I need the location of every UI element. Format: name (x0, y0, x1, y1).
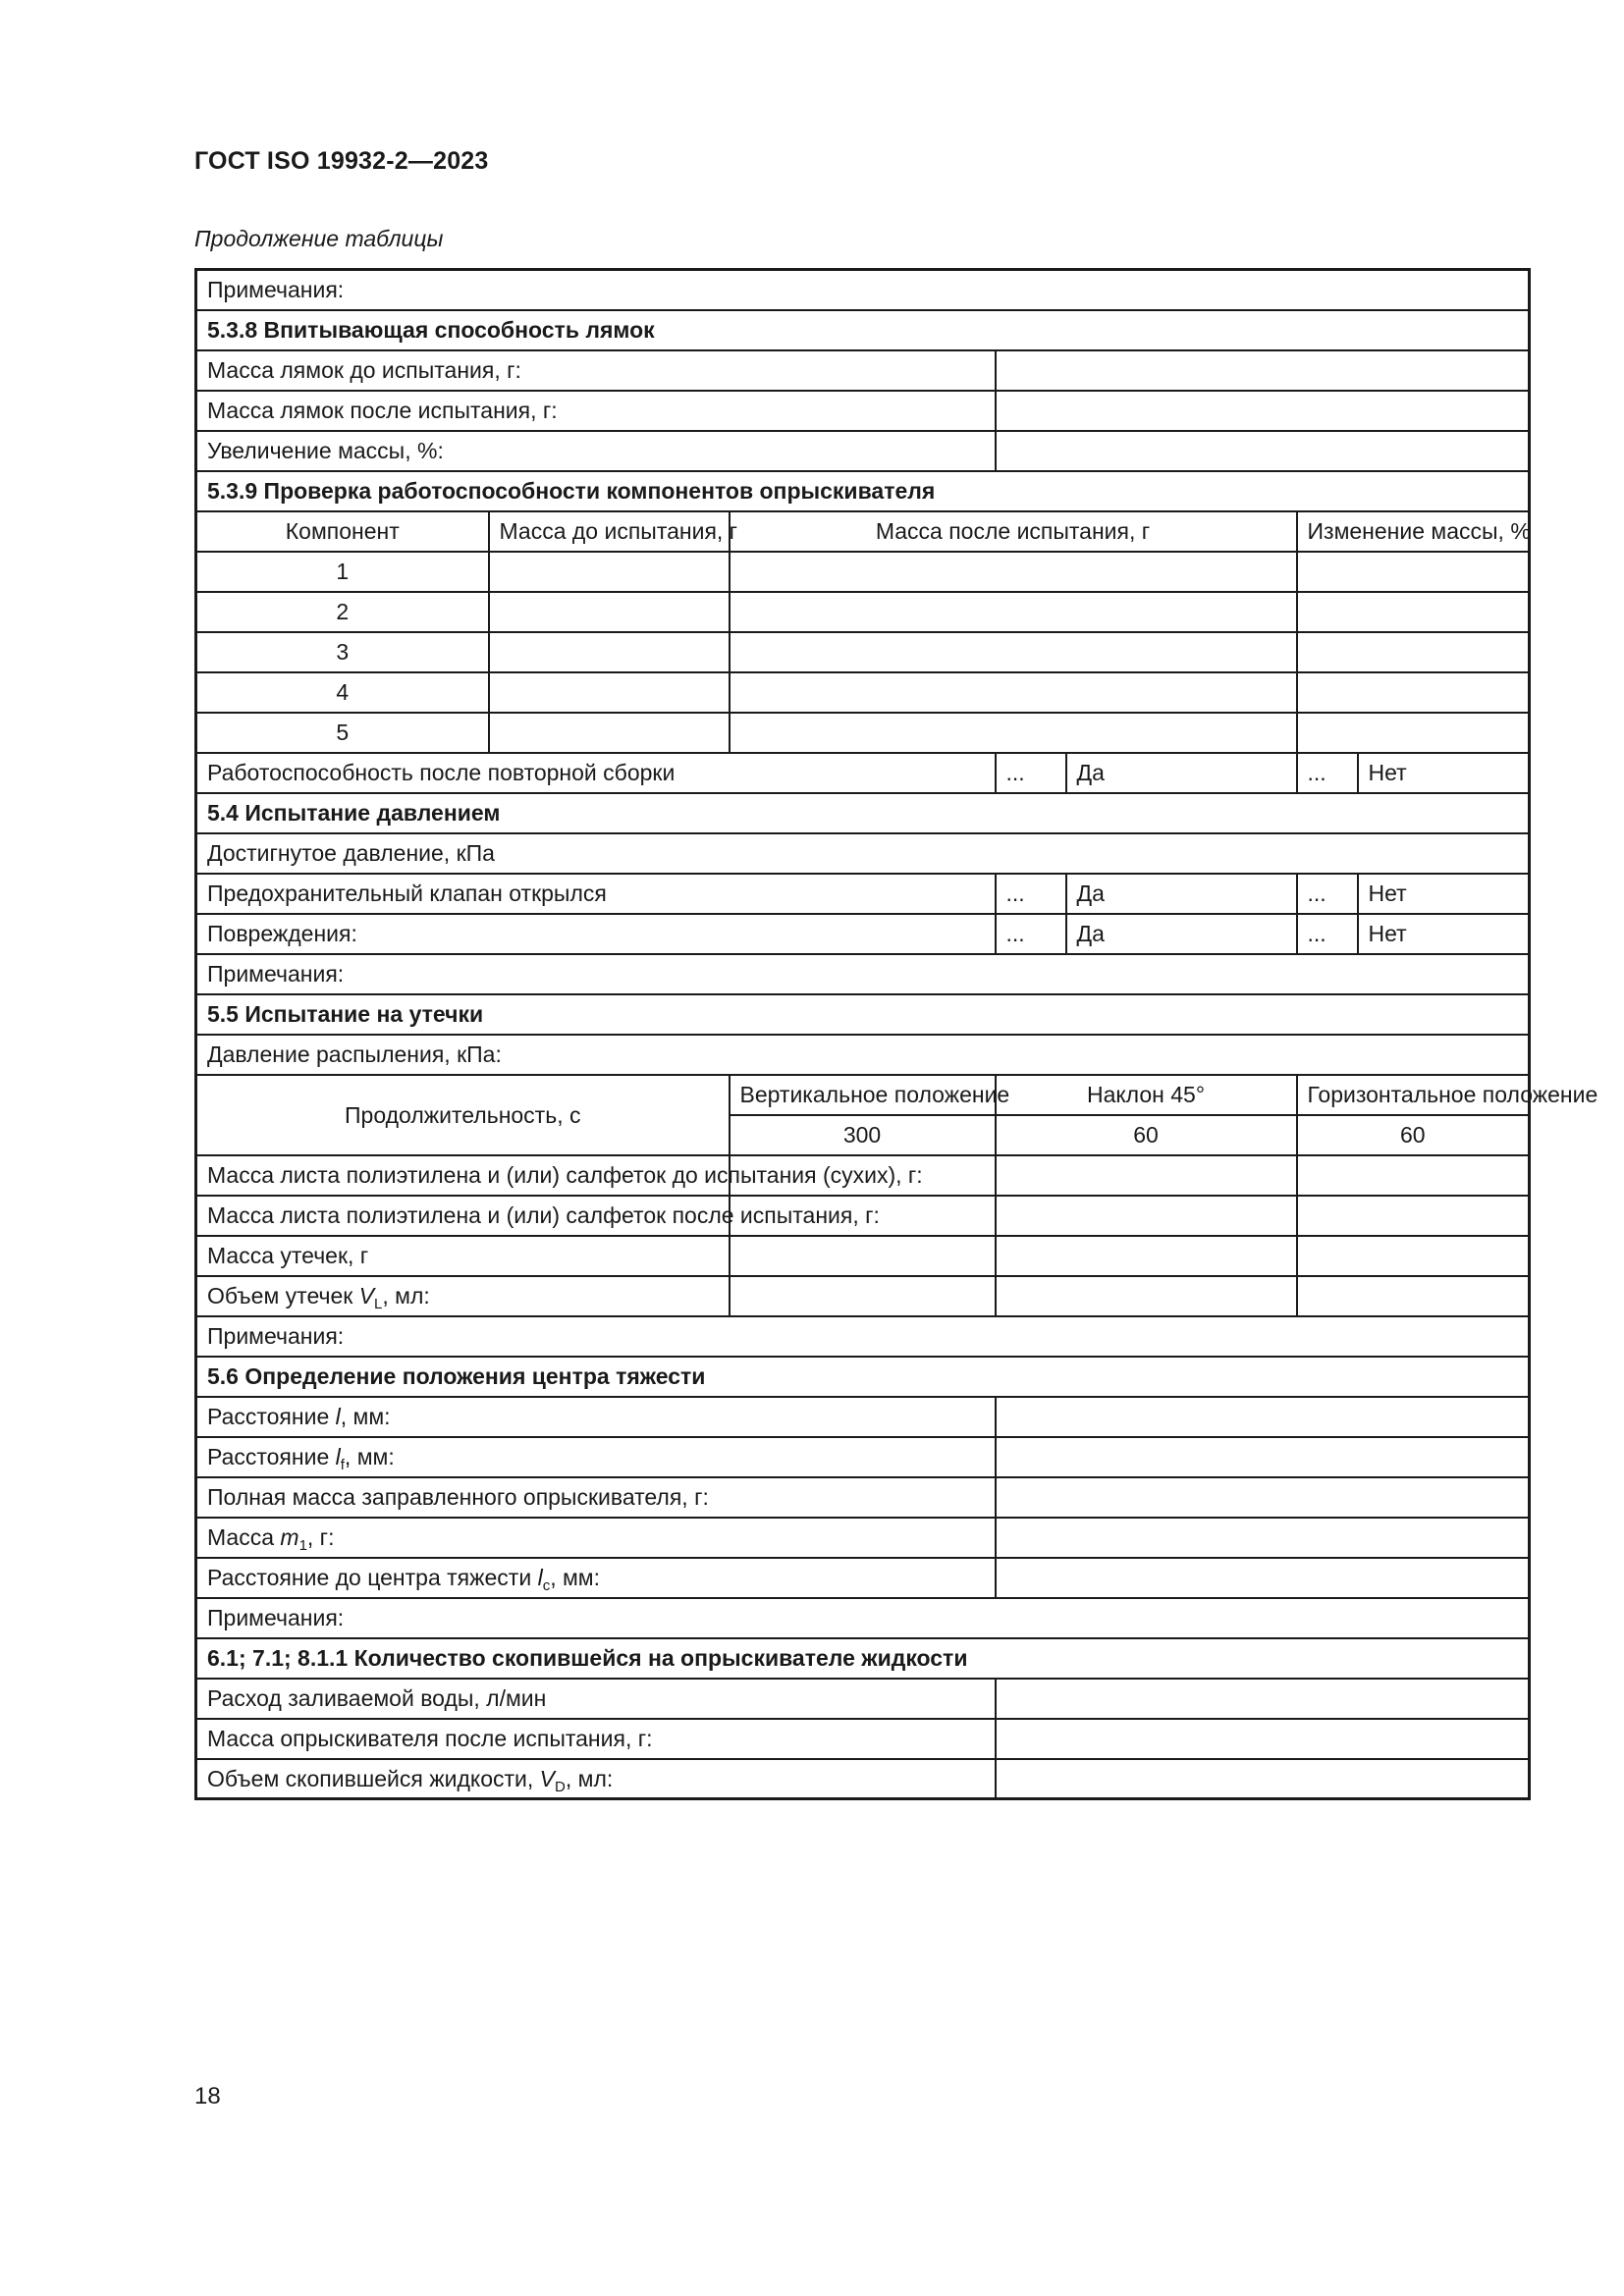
full-mass-label: Полная масса заправленного опрыскивателя, г: (196, 1477, 996, 1518)
table-row (196, 431, 1530, 471)
reassembly-no-checkbox[interactable]: ... (1297, 753, 1358, 793)
notes-label: Примечания: (196, 954, 1530, 994)
component-number: 5 (196, 713, 489, 753)
duration-vertical-value: 300 (730, 1115, 996, 1155)
report-table (194, 268, 1598, 1800)
leak-volume-tilt[interactable] (996, 1276, 1297, 1316)
column-header-mass-change: Изменение массы, % (1297, 511, 1530, 552)
component-number: 4 (196, 672, 489, 713)
position-vertical-header: Вертикальное положение (730, 1075, 996, 1115)
table-row (196, 350, 1530, 391)
damage-no-checkbox[interactable]: ... (1297, 914, 1358, 954)
water-flow-value[interactable] (996, 1679, 1530, 1719)
reassembly-no-label: Нет (1358, 753, 1530, 793)
distance-l-label: Расстояние l, мм: (196, 1397, 996, 1437)
table-row (196, 753, 1530, 793)
sprayer-mass-value[interactable] (996, 1719, 1530, 1759)
table-row (196, 1437, 1530, 1477)
strap-mass-after-value[interactable] (996, 391, 1530, 431)
page-number: 18 (194, 2083, 221, 2109)
section-539-title: 5.3.9 Проверка работоспособности компонентов опрыскивателя (196, 471, 1530, 511)
table-header-row (196, 1075, 1530, 1115)
leak-volume-label: Объем утечек $V_L$, мл: (196, 1276, 730, 1316)
section-538-title: 5.3.8 Впитывающая способность лямок (196, 310, 1530, 350)
section-heading-row (196, 471, 1530, 511)
mass-m1-value[interactable] (996, 1518, 1530, 1558)
table-row (196, 954, 1530, 994)
duration-header: Продолжительность, с (196, 1075, 730, 1155)
table-row (196, 1558, 1530, 1598)
leak-mass-label: Масса утечек, г (196, 1236, 730, 1276)
table-row (196, 1679, 1530, 1719)
mass-increase-label: Увеличение массы, %: (196, 431, 996, 471)
strap-mass-after-label: Масса лямок после испытания, г: (196, 391, 996, 431)
table-row (196, 1035, 1530, 1075)
strap-mass-before-value[interactable] (996, 350, 1530, 391)
valve-yes-label: Да (1066, 874, 1297, 914)
achieved-pressure-label: Достигнутое давление, кПа (196, 833, 1530, 874)
wet-sheet-mass-label: Масса листа полиэтилена и (или) салфеток после испытания, г: (196, 1196, 730, 1236)
component-mass-after[interactable] (730, 713, 1297, 753)
table-header-row (196, 511, 1530, 552)
table-row (196, 672, 1530, 713)
damage-yes-checkbox[interactable]: ... (996, 914, 1066, 954)
column-header-component: Компонент (196, 511, 489, 552)
table-row (196, 1316, 1530, 1357)
position-horizontal-header: Горизонтальное положение (1297, 1075, 1530, 1115)
table-row (196, 1236, 1530, 1276)
water-flow-label: Расход заливаемой воды, л/мин (196, 1679, 996, 1719)
table-row (196, 914, 1530, 954)
damage-yes-label: Да (1066, 914, 1297, 954)
component-mass-before[interactable] (489, 713, 730, 753)
column-header-mass-before: Масса до испытания, г (489, 511, 730, 552)
component-mass-before[interactable] (489, 552, 730, 592)
table-row (196, 713, 1530, 753)
reassembly-yes-label: Да (1066, 753, 1297, 793)
strap-mass-before-label: Масса лямок до испытания, г: (196, 350, 996, 391)
distance-lc-value[interactable] (996, 1558, 1530, 1598)
distance-l-value[interactable] (996, 1397, 1530, 1437)
document-header: ГОСТ ISO 19932-2—2023 (194, 147, 489, 175)
duration-tilt-value: 60 (996, 1115, 1297, 1155)
distance-lf-value[interactable] (996, 1437, 1530, 1477)
accumulated-volume-value[interactable] (996, 1759, 1530, 1799)
table-row (196, 1759, 1530, 1799)
table-row (196, 1276, 1530, 1316)
sprayer-mass-label: Масса опрыскивателя после испытания, г: (196, 1719, 996, 1759)
component-mass-after[interactable] (730, 632, 1297, 672)
position-tilt-header: Наклон 45° (996, 1075, 1297, 1115)
component-number: 3 (196, 632, 489, 672)
valve-no-label: Нет (1358, 874, 1530, 914)
mass-increase-value[interactable] (996, 431, 1530, 471)
component-number: 2 (196, 592, 489, 632)
reassembly-label: Работоспособность после повторной сборки (196, 753, 996, 793)
duration-horizontal-value: 60 (1297, 1115, 1530, 1155)
section-54-title: 5.4 Испытание давлением (196, 793, 1530, 833)
leak-volume-vertical[interactable] (730, 1276, 996, 1316)
component-mass-after[interactable] (730, 592, 1297, 632)
mass-m1-label: Масса $m_1$, г: (196, 1518, 996, 1558)
section-56-title: 5.6 Определение положения центра тяжести (196, 1357, 1530, 1397)
wet-mass-horizontal[interactable] (1297, 1196, 1530, 1236)
damage-label: Повреждения: (196, 914, 996, 954)
section-55-title: 5.5 Испытание на утечки (196, 994, 1530, 1035)
dry-mass-horizontal[interactable] (1297, 1155, 1530, 1196)
component-mass-before[interactable] (489, 632, 730, 672)
component-mass-change[interactable] (1297, 672, 1530, 713)
section-heading-row (196, 793, 1530, 833)
notes-label: Примечания: (196, 1316, 1530, 1357)
notes-label: Примечания: (196, 1598, 1530, 1638)
table-row (196, 1155, 1530, 1196)
section-611-title: 6.1; 7.1; 8.1.1 Количество скопившейся на опрыскивателе жидкости (196, 1638, 1530, 1679)
table-row (196, 874, 1530, 914)
leak-mass-tilt[interactable] (996, 1236, 1297, 1276)
table-row (196, 1196, 1530, 1236)
component-number: 1 (196, 552, 489, 592)
dry-sheet-mass-label: Масса листа полиэтилена и (или) салфеток до испытания (сухих), г: (196, 1155, 730, 1196)
leak-mass-vertical[interactable] (730, 1236, 996, 1276)
column-header-mass-after: Масса после испытания, г (730, 511, 1297, 552)
component-mass-change[interactable] (1297, 592, 1530, 632)
table-row (196, 1518, 1530, 1558)
reassembly-yes-checkbox[interactable]: ... (996, 753, 1066, 793)
damage-no-label: Нет (1358, 914, 1530, 954)
section-heading-row (196, 310, 1530, 350)
component-mass-before[interactable] (489, 592, 730, 632)
dry-mass-tilt[interactable] (996, 1155, 1297, 1196)
table-row (196, 592, 1530, 632)
component-mass-before[interactable] (489, 672, 730, 713)
table-row (196, 270, 1530, 310)
accumulated-volume-label: Объем скопившейся жидкости, $V_D$, мл: (196, 1759, 996, 1799)
leak-volume-horizontal[interactable] (1297, 1276, 1530, 1316)
section-heading-row (196, 1638, 1530, 1679)
table-row (196, 833, 1530, 874)
valve-yes-checkbox[interactable]: ... (996, 874, 1066, 914)
component-mass-change[interactable] (1297, 632, 1530, 672)
table-row (196, 552, 1530, 592)
component-mass-change[interactable] (1297, 552, 1530, 592)
table-row (196, 1477, 1530, 1518)
wet-mass-tilt[interactable] (996, 1196, 1297, 1236)
notes-label: Примечания: (196, 270, 1530, 310)
section-heading-row (196, 994, 1530, 1035)
table-continuation-label: Продолжение таблицы (194, 226, 444, 251)
safety-valve-label: Предохранительный клапан открылся (196, 874, 996, 914)
table-row (196, 1719, 1530, 1759)
component-mass-after[interactable] (730, 552, 1297, 592)
spray-pressure-label: Давление распыления, кПа: (196, 1035, 1530, 1075)
full-mass-value[interactable] (996, 1477, 1530, 1518)
table-row (196, 1598, 1530, 1638)
section-heading-row (196, 1357, 1530, 1397)
distance-lf-label: Расстояние $l_f$, мм: (196, 1437, 996, 1477)
component-mass-after[interactable] (730, 672, 1297, 713)
table-row (196, 632, 1530, 672)
component-mass-change[interactable] (1297, 713, 1530, 753)
valve-no-checkbox[interactable]: ... (1297, 874, 1358, 914)
table-row (196, 391, 1530, 431)
leak-mass-horizontal[interactable] (1297, 1236, 1530, 1276)
table-row (196, 1397, 1530, 1437)
distance-lc-label: Расстояние до центра тяжести $l_c$, мм: (196, 1558, 996, 1598)
